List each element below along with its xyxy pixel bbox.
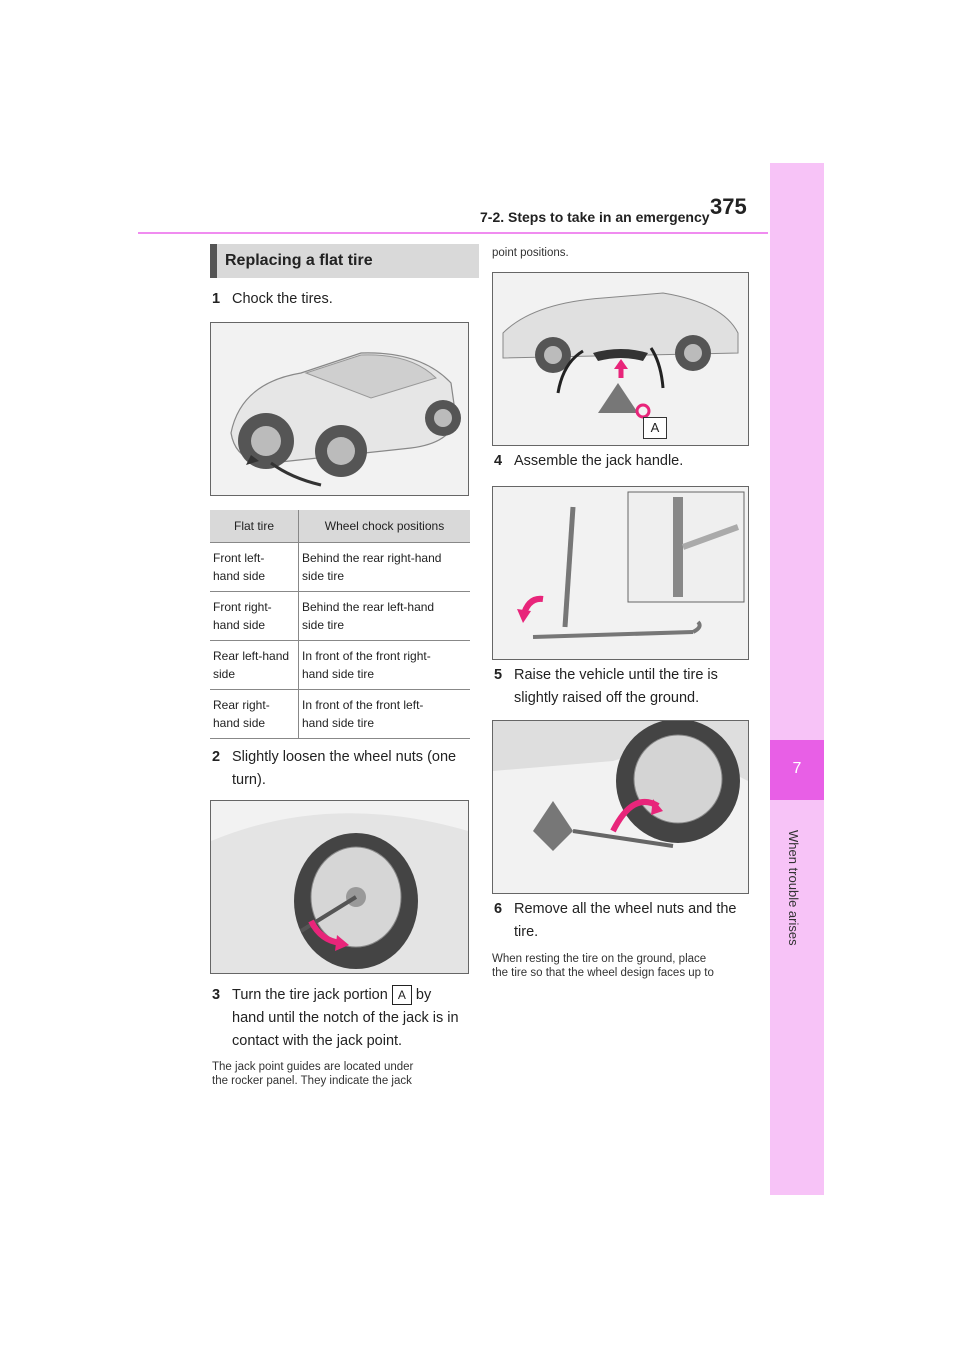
flat-tire-cell	[210, 543, 299, 592]
step-4	[494, 450, 756, 474]
wheel-wrench-illustration	[211, 801, 468, 973]
jack-label-a: A	[643, 417, 667, 439]
chock-position-cell	[299, 641, 471, 690]
note-jack-point	[212, 1060, 474, 1088]
step-line: Remove all the wheel nuts and the	[514, 901, 737, 917]
step-number: 3	[212, 987, 221, 1003]
step-text	[232, 746, 456, 792]
figure-loosen-nuts	[210, 800, 469, 974]
chapter-label: When trouble arises	[786, 830, 801, 946]
flat-tire-cell	[210, 641, 299, 690]
figure-jack-point	[492, 272, 749, 446]
table-row	[210, 690, 470, 739]
step-number: 1	[212, 291, 221, 307]
step-3	[212, 984, 474, 1054]
step-2	[212, 746, 474, 792]
figure-chock-tires	[210, 322, 469, 496]
jack-point-illustration	[493, 273, 748, 445]
step-number: 2	[212, 749, 221, 765]
cell-line: side	[213, 667, 236, 681]
step-line: by	[415, 987, 432, 1003]
cell-line: Rear right-	[213, 698, 270, 712]
cell-line: side tire	[302, 618, 345, 632]
column-header: Flat tire	[210, 510, 299, 543]
note-line: The jack point guides are located under	[212, 1061, 414, 1073]
running-header: 7-2. Steps to take in an emergency	[480, 209, 710, 225]
note-line: the tire so that the wheel design faces up to	[492, 967, 714, 979]
cell-line: hand side tire	[302, 667, 375, 681]
table-row	[210, 543, 470, 592]
note-jack-point-continued: point positions.	[492, 247, 569, 259]
chapter-side-tab	[770, 163, 824, 1195]
step-line: Raise the vehicle until the tire is	[514, 667, 718, 683]
jack-handle-illustration	[493, 487, 748, 659]
cell-line: Behind the rear right-hand	[302, 551, 442, 565]
cell-line: In front of the front right-	[302, 649, 431, 663]
note-line: the rocker panel. They indicate the jack	[212, 1075, 412, 1087]
step-text: Assemble the jack handle.	[514, 453, 684, 469]
note-line: When resting the tire on the ground, place	[492, 953, 707, 965]
step-number: 6	[494, 901, 503, 917]
cell-line: hand side tire	[302, 716, 375, 730]
header-rule	[138, 232, 768, 234]
chock-position-cell	[299, 690, 471, 739]
step-text	[514, 898, 736, 944]
table-row	[210, 592, 470, 641]
step-line: Turn the tire jack portion	[232, 987, 388, 1003]
step-1	[212, 288, 472, 312]
step-text	[514, 664, 718, 710]
step-line: slightly raised off the ground.	[514, 690, 700, 706]
cell-line: side tire	[302, 569, 345, 583]
step-number: 4	[494, 453, 503, 469]
page-number: 375	[710, 194, 747, 219]
step-line: Slightly loosen the wheel nuts (one	[232, 749, 457, 765]
figure-raise-vehicle	[492, 720, 749, 894]
table-row	[210, 641, 470, 690]
step-line: contact with the jack point.	[232, 1033, 403, 1049]
step-line: hand until the notch of the jack is in	[232, 1010, 459, 1026]
flat-tire-cell	[210, 690, 299, 739]
car-chock-illustration	[211, 323, 468, 495]
column-header: Wheel chock positions	[299, 510, 471, 543]
step-text: Chock the tires.	[232, 291, 333, 307]
cell-line: Rear left-hand	[213, 649, 290, 663]
section-banner	[210, 244, 479, 278]
step-6	[494, 898, 756, 944]
step-line: tire.	[514, 924, 539, 940]
cell-line: hand side	[213, 569, 266, 583]
cell-line: Front left-	[213, 551, 265, 565]
note-resting-tire	[492, 952, 754, 980]
cell-line: In front of the front left-	[302, 698, 424, 712]
cell-line: Behind the rear left-hand	[302, 600, 435, 614]
chock-table	[210, 510, 470, 739]
figure-jack-handle	[492, 486, 749, 660]
table-header-row	[210, 510, 470, 543]
chapter-number: 7	[792, 760, 802, 777]
step-line: turn).	[232, 772, 266, 788]
step-number: 5	[494, 667, 503, 683]
chock-position-cell	[299, 543, 471, 592]
step-text	[232, 984, 459, 1053]
section-title: Replacing a flat tire	[225, 252, 373, 269]
chock-position-cell	[299, 592, 471, 641]
flat-tire-cell	[210, 592, 299, 641]
cell-line: Front right-	[213, 600, 272, 614]
step-5	[494, 664, 756, 710]
raise-vehicle-illustration	[493, 721, 748, 893]
cell-line: hand side	[213, 618, 266, 632]
cell-line: hand side	[213, 716, 266, 730]
jack-portion-badge: A	[392, 985, 412, 1005]
